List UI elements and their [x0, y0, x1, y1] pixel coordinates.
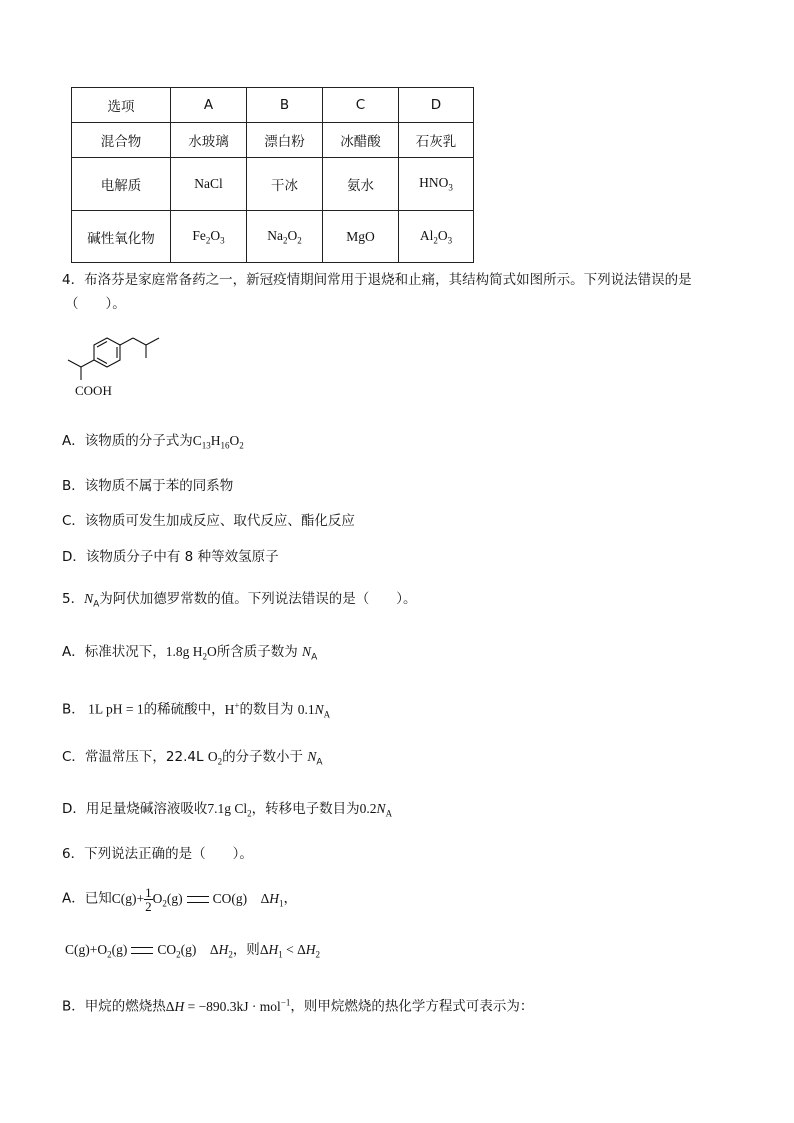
q5-option-a: A．标准状况下，1.8g $H_2O$所含质子数为 $N_A$: [62, 644, 318, 663]
table-cell-hno3: $HNO_3$: [399, 158, 474, 211]
q5-number: 5．: [62, 591, 85, 607]
q4-option-a-text: A．该物质的分子式为: [62, 433, 193, 449]
table-cell: 漂白粉: [247, 123, 323, 158]
row-label: 电解质: [72, 158, 171, 211]
q4-option-c: C．该物质可发生加成反应、取代反应、酯化反应: [62, 513, 355, 529]
table-row: [72, 211, 474, 263]
q5-option-c: C．常温常压下，22.4L $O_2$的分子数小于 $N_A$: [62, 749, 323, 768]
table-header-cell: A: [171, 88, 247, 123]
table-cell: NaCl: [171, 158, 247, 211]
q6-stem: 6．下列说法正确的是（ ）。: [62, 846, 253, 862]
row-label: 碱性氧化物: [72, 211, 171, 263]
q4-stem-line2: （ ）。: [65, 296, 126, 312]
table-cell-na2o2: $Na_2O_2$: [247, 211, 323, 263]
q5-option-b: B． 1L pH = 1的稀硫酸中，H+的数目为 $0.1N_A$: [62, 700, 331, 720]
q6-option-a-line2: $C(g)+O_2(g)$ $CO_2(g)$ $\Delta H_2$，则$\Delta H_1 < \Delta H_2$: [65, 942, 321, 960]
q5-option-d: D．用足量烧碱溶液吸收7.1g $Cl_2$，转移电子数目为$0.2N_A$: [62, 801, 393, 819]
q6-option-a-line1: A．已知C(g)+ $\frac{1}{2}$ $O_2(g)$ CO(g) $\Delta H_1$，: [62, 885, 298, 914]
table-cell: MgO: [323, 211, 399, 263]
q4-option-d: D．该物质分子中有 8 种等效氢原子: [62, 549, 279, 565]
table-header-cell: C: [323, 88, 399, 123]
q6-option-a-prefix: A．已知: [62, 890, 112, 907]
table-row: [72, 158, 474, 211]
cooh-label: COOH: [75, 383, 112, 398]
table-cell: 氨水: [323, 158, 399, 211]
table-header-cell: 选项: [72, 88, 171, 123]
options-table: [71, 87, 474, 263]
q4-stem-line1: 4．布洛芬是家庭常备药之一，新冠疫情期间常用于退烧和止痛，其结构简式如图所示。下列说法错误的是: [62, 272, 692, 288]
table-header-row: [72, 88, 474, 123]
table-cell-fe2o3: $Fe_2O_3$: [171, 211, 247, 263]
table-cell: 冰醋酸: [323, 123, 399, 158]
table-cell: 水玻璃: [171, 123, 247, 158]
table-header-cell: D: [399, 88, 474, 123]
table-cell-al2o3: $Al_2O_3$: [399, 211, 474, 263]
ibuprofen-structure-diagram: [60, 325, 170, 400]
table-row: [72, 123, 474, 158]
q4-option-b: B．该物质不属于苯的同系物: [62, 478, 234, 494]
q5-stem-text: 为阿伏加德罗常数的值。下列说法错误的是（ ）。: [99, 591, 417, 607]
table-cell: 石灰乳: [399, 123, 474, 158]
q4-option-a: [62, 432, 244, 455]
q5-stem: 5．$N_A$为阿伏加德罗常数的值。下列说法错误的是（ ）。: [62, 591, 417, 610]
table-cell: 干冰: [247, 158, 323, 211]
table-header-cell: B: [247, 88, 323, 123]
row-label: 混合物: [72, 123, 171, 158]
q6-option-b: B．甲烷的燃烧热ΔH = −890.3kJ · mol$^{-1}$，则甲烷燃烧的热化学方程式可表示为：: [62, 997, 534, 1015]
q4-formula: $C_{13}H_{16}O_2$: [192, 433, 244, 451]
